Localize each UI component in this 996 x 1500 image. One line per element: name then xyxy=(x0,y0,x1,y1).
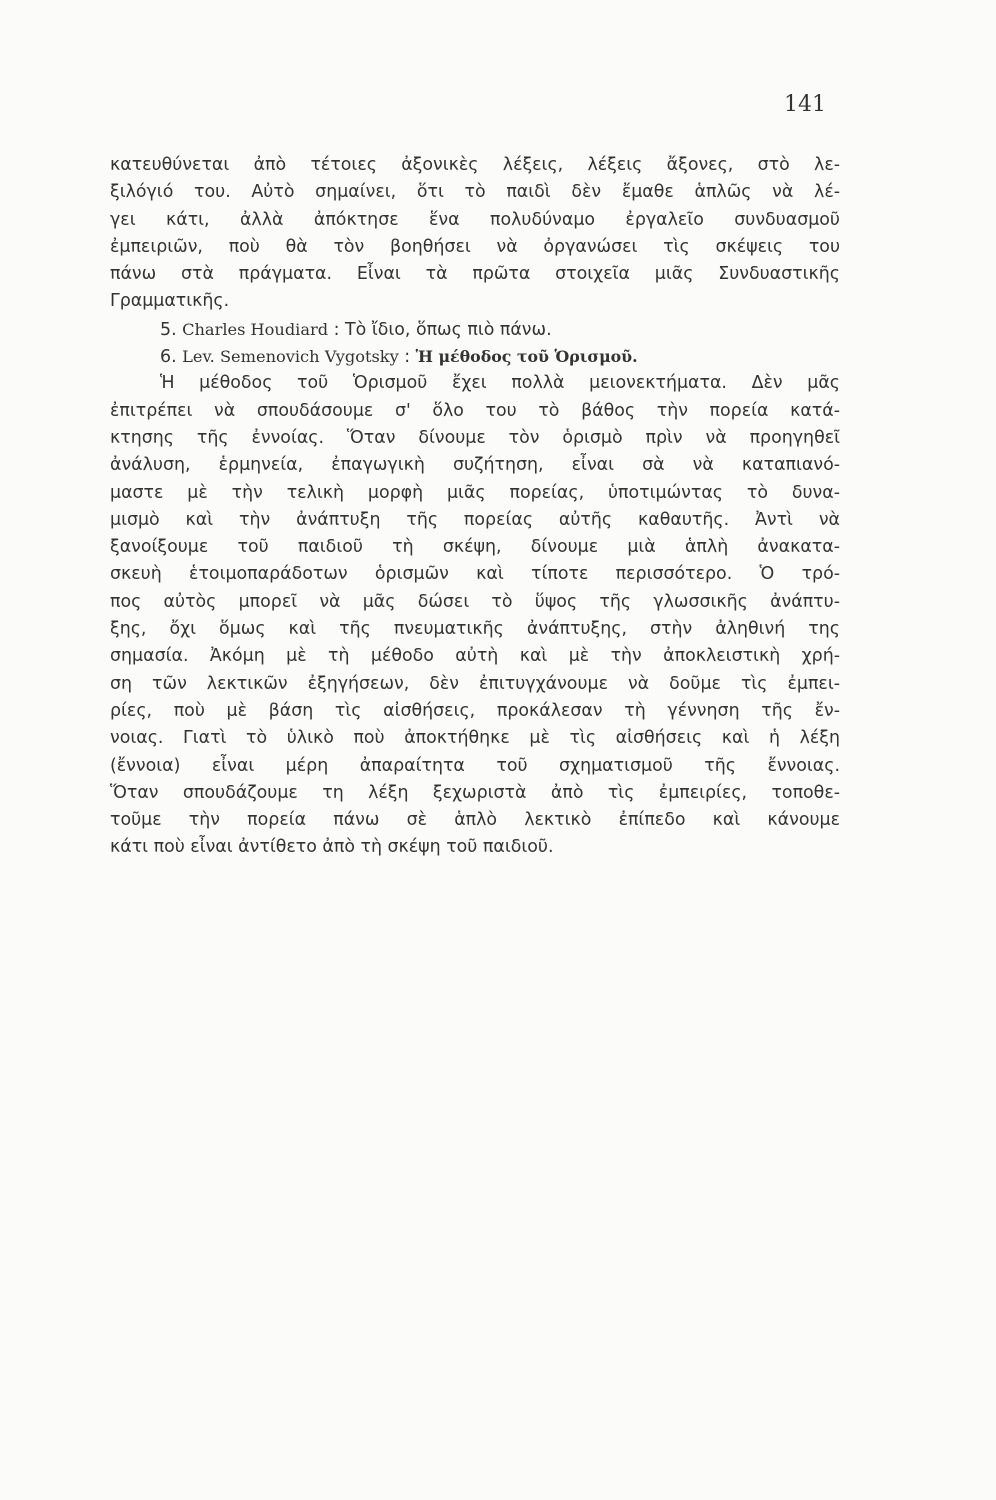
text-line: Ὅταν σπουδάζουμε τη λέξη ξεχωριστὰ ἀπὸ τὶς ἐμπειρίες, τοποθε- xyxy=(110,782,840,803)
text-line: σκευὴ ἑτοιμοπαράδοτων ὁρισμῶν καὶ τίποτε περισσότερο. Ὁ τρό- xyxy=(110,564,840,585)
text-line: ρίες, ποὺ μὲ βάση τὶς αἰσθήσεις, προκάλεσαν τὴ γέννηση τῆς ἔν- xyxy=(110,700,840,721)
text-line: ξιλόγιό του. Αὐτὸ σημαίνει, ὅτι τὸ παιδὶ δὲν ἔμαθε ἁπλῶς νὰ λέ- xyxy=(110,182,840,203)
body-text xyxy=(110,152,840,862)
reference-6: 6. Lev. Semenovich Vygotsky : Ἡ μέθοδος τοῦ Ὁρισμοῦ. xyxy=(160,347,638,368)
text-line: πος αὐτὸς μπορεῖ νὰ μᾶς δώσει τὸ ὕψος τῆς γλωσσικῆς ἀνάπτυ- xyxy=(110,591,840,612)
text-line: Γραμματικῆς. xyxy=(110,291,230,312)
text-line: ξης, ὄχι ὅμως καὶ τῆς πνευματικῆς ἀνάπτυξης, στὴν ἀληθινή της xyxy=(110,619,840,640)
reference-title: Ἡ μέθοδος τοῦ Ὁρισμοῦ. xyxy=(415,347,638,367)
text-line: ἐπιτρέπει νὰ σπουδάσουμε σ' ὅλο του τὸ βάθος τὴν πορεία κατά- xyxy=(110,400,840,421)
text-line: Ἡ μέθοδος τοῦ Ὁρισμοῦ ἔχει πολλὰ μειονεκτήματα. Δὲν μᾶς xyxy=(160,373,840,394)
text-line: ξανοίξουμε τοῦ παιδιοῦ τὴ σκέψη, δίνουμε μιὰ ἁπλὴ ἀνακατα- xyxy=(110,537,840,558)
reference-number: 5. xyxy=(160,319,177,340)
text-line: κατευθύνεται ἀπὸ τέτοιες ἀξονικὲς λέξεις, λέξεις ἄξονες, στὸ λε- xyxy=(110,155,840,175)
text-line: ση τῶν λεκτικῶν ἐξηγήσεων, δὲν ἐπιτυγχάνουμε νὰ δοῦμε τὶς ἐμπει- xyxy=(110,673,840,694)
text-line: μαστε μὲ τὴν τελικὴ μορφὴ μιᾶς πορείας, ὑποτιμώντας τὸ δυνα- xyxy=(110,482,840,503)
reference-text: Τὸ ἴδιο, ὅπως πιὸ πάνω. xyxy=(345,319,552,340)
text-line: γει κάτι, ἀλλὰ ἀπόκτησε ἕνα πολυδύναμο ἐργαλεῖο συνδυασμοῦ xyxy=(110,209,840,230)
text-line: νοιας. Γιατὶ τὸ ὑλικὸ ποὺ ἀποκτήθηκε μὲ τὶς αἰσθήσεις καὶ ἡ λέξη xyxy=(110,728,840,749)
text-line: κάτι ποὺ εἶναι ἀντίθετο ἀπὸ τὴ σκέψη τοῦ παιδιοῦ. xyxy=(110,837,554,858)
reference-number: 6. xyxy=(160,347,177,368)
text-line: σημασία. Ἀκόμη μὲ τὴ μέθοδο αὐτὴ καὶ μὲ τὴν ἀποκλειστικὴ χρή- xyxy=(110,646,840,667)
reference-author: Charles Houdiard xyxy=(182,319,329,339)
text-line: τοῦμε τὴν πορεία πάνω σὲ ἁπλὸ λεκτικὸ ἐπίπεδο καὶ κάνουμε xyxy=(110,810,840,831)
page-number: 141 xyxy=(784,92,826,117)
reference-5: 5. Charles Houdiard : Τὸ ἴδιο, ὅπως πιὸ πάνω. xyxy=(160,319,552,340)
text-line: πάνω στὰ πράγματα. Εἶναι τὰ πρῶτα στοιχεῖα μιᾶς Συνδυαστικῆς xyxy=(110,264,840,285)
text-line: μισμὸ καὶ τὴν ἀνάπτυξη τῆς πορείας αὐτῆς καθαυτῆς. Ἀντὶ νὰ xyxy=(110,509,840,530)
text-line: (ἔννοια) εἶναι μέρη ἀπαραίτητα τοῦ σχηματισμοῦ τῆς ἔννοιας. xyxy=(110,755,840,776)
reference-author: Lev. Semenovich Vygotsky xyxy=(182,347,399,367)
text-line: ἀνάλυση, ἑρμηνεία, ἐπαγωγικὴ συζήτηση, εἶναι σὰ νὰ καταπιανό- xyxy=(110,455,840,476)
text-line: κτησης τῆς ἐννοίας. Ὅταν δίνουμε τὸν ὁρισμὸ πρὶν νὰ προηγηθεῖ xyxy=(110,427,840,448)
text-line: ἐμπειριῶν, ποὺ θὰ τὸν βοηθήσει νὰ ὀργανώσει τὶς σκέψεις του xyxy=(110,236,840,257)
